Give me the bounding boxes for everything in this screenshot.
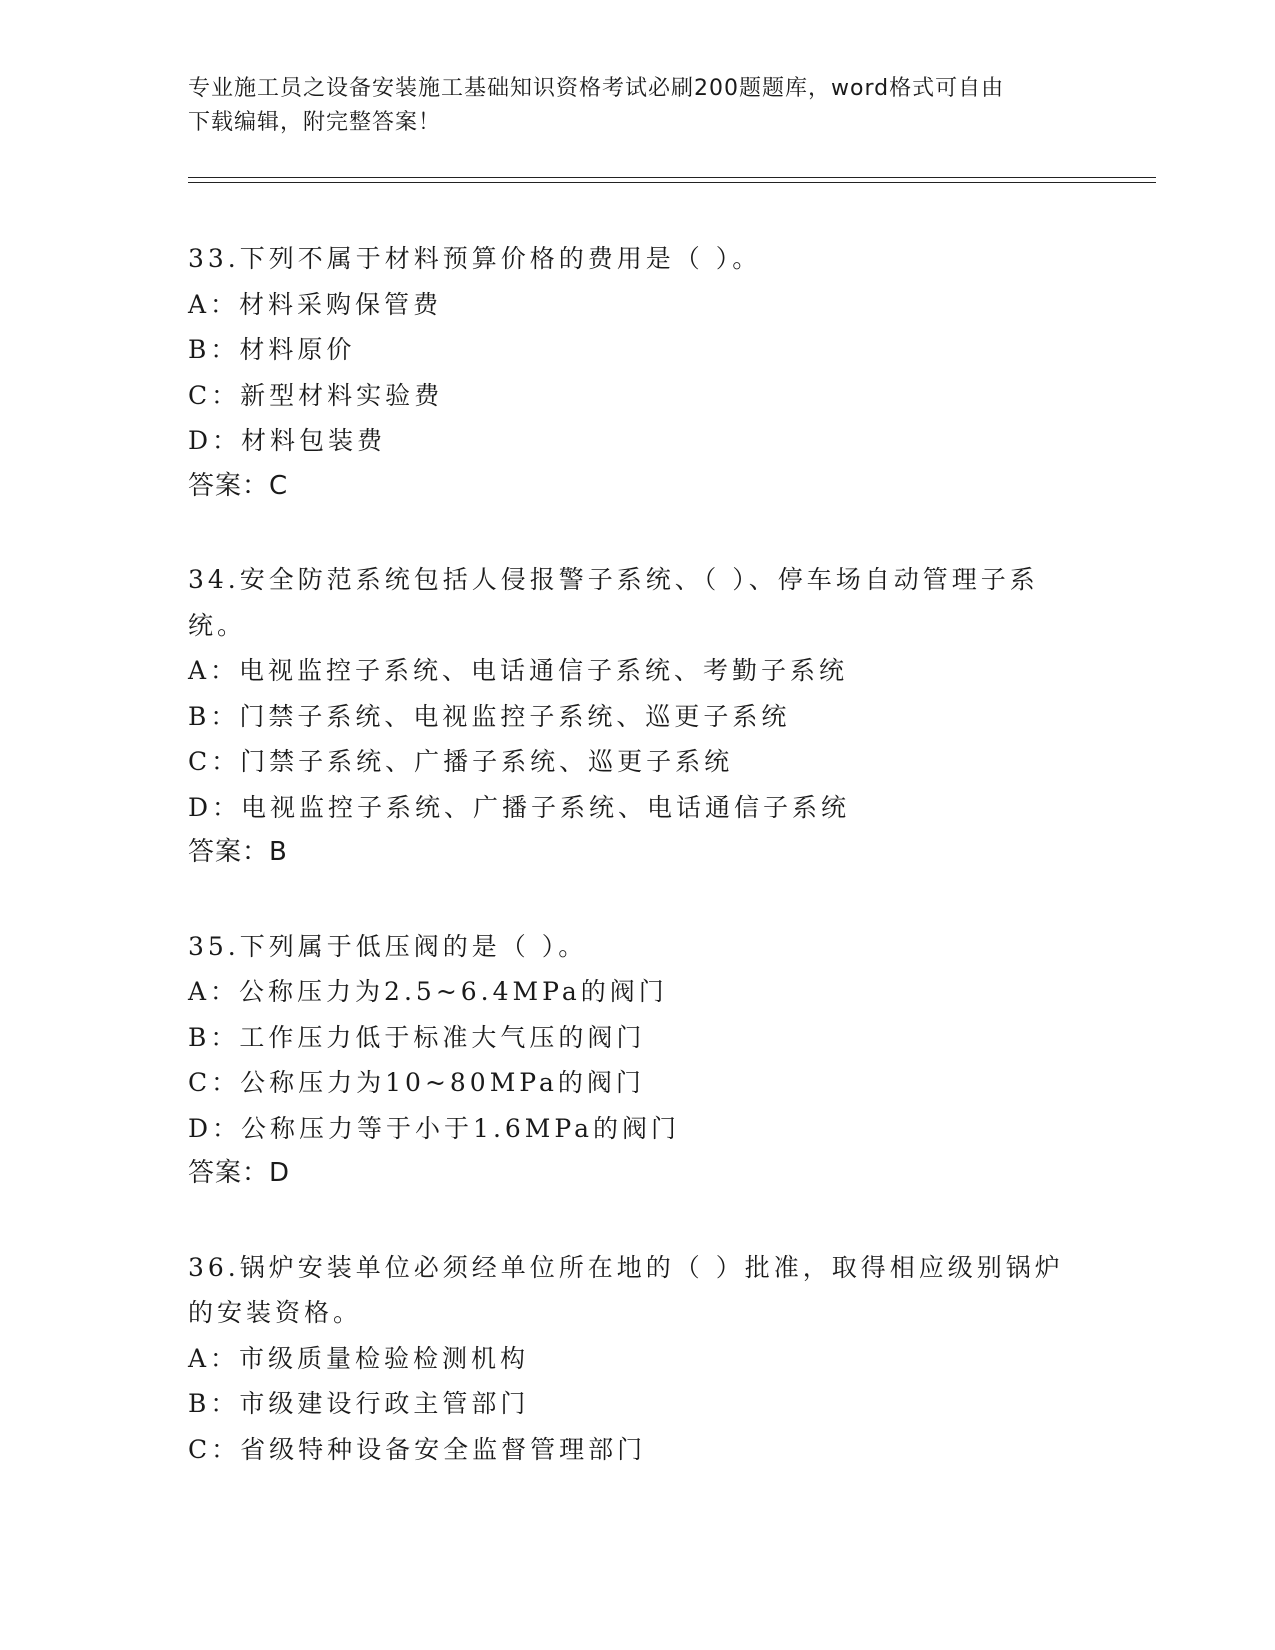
answer-label: 答案：C — [188, 470, 289, 501]
document-header — [188, 72, 1088, 140]
header-divider-top — [188, 177, 1156, 178]
option-b: B：市级建设行政主管部门 — [188, 1389, 530, 1418]
question-36 — [188, 1245, 1108, 1473]
question-stem: 33.下列不属于材料预算价格的费用是（ ）。 — [188, 244, 762, 273]
option-a: A：材料采购保管费 — [188, 289, 443, 319]
question-33 — [188, 236, 1108, 509]
question-34 — [188, 557, 1108, 876]
option-d: D：公称压力等于小于1.6MPa的阀门 — [188, 1113, 681, 1143]
question-stem-line-1: 36.锅炉安装单位必须经单位所在地的（ ）批准，取得相应级别锅炉 — [188, 1252, 1064, 1282]
question-list — [188, 236, 1108, 1520]
question-stem-line-2: 的安装资格。 — [188, 1298, 363, 1327]
option-c: C：省级特种设备安全监督管理部门 — [188, 1434, 647, 1464]
option-c: C：门禁子系统、广播子系统、巡更子系统 — [188, 747, 734, 776]
option-a: A：电视监控子系统、电话通信子系统、考勤子系统 — [188, 656, 849, 685]
option-c: C：公称压力为10~80MPa的阀门 — [188, 1068, 645, 1097]
option-c: C：新型材料实验费 — [188, 380, 444, 410]
option-b: B：工作压力低于标准大气压的阀门 — [188, 1022, 646, 1052]
header-line-1: 专业施工员之设备安装施工基础知识资格考试必刷200题题库，word格式可自由 — [188, 76, 1005, 101]
header-divider-bottom — [188, 182, 1156, 183]
option-a: A：市级质量检验检测机构 — [188, 1343, 530, 1373]
option-b: B：门禁子系统、电视监控子系统、巡更子系统 — [188, 701, 791, 731]
header-line-2: 下载编辑，附完整答案！ — [188, 110, 442, 135]
question-stem: 35.下列属于低压阀的是（ ）。 — [188, 931, 588, 961]
option-b: B：材料原价 — [188, 335, 356, 364]
question-stem-line-1: 34.安全防范系统包括人侵报警子系统、（ ）、停车场自动管理子系 — [188, 565, 1039, 594]
question-stem-line-2: 统。 — [188, 610, 247, 640]
option-d: D：电视监控子系统、广播子系统、电话通信子系统 — [188, 792, 851, 822]
answer-label: 答案：B — [188, 837, 288, 867]
answer-label: 答案：D — [188, 1158, 291, 1188]
option-d: D：材料包装费 — [188, 426, 387, 455]
question-35 — [188, 924, 1108, 1197]
option-a: A：公称压力为2.5~6.4MPa的阀门 — [188, 977, 668, 1006]
